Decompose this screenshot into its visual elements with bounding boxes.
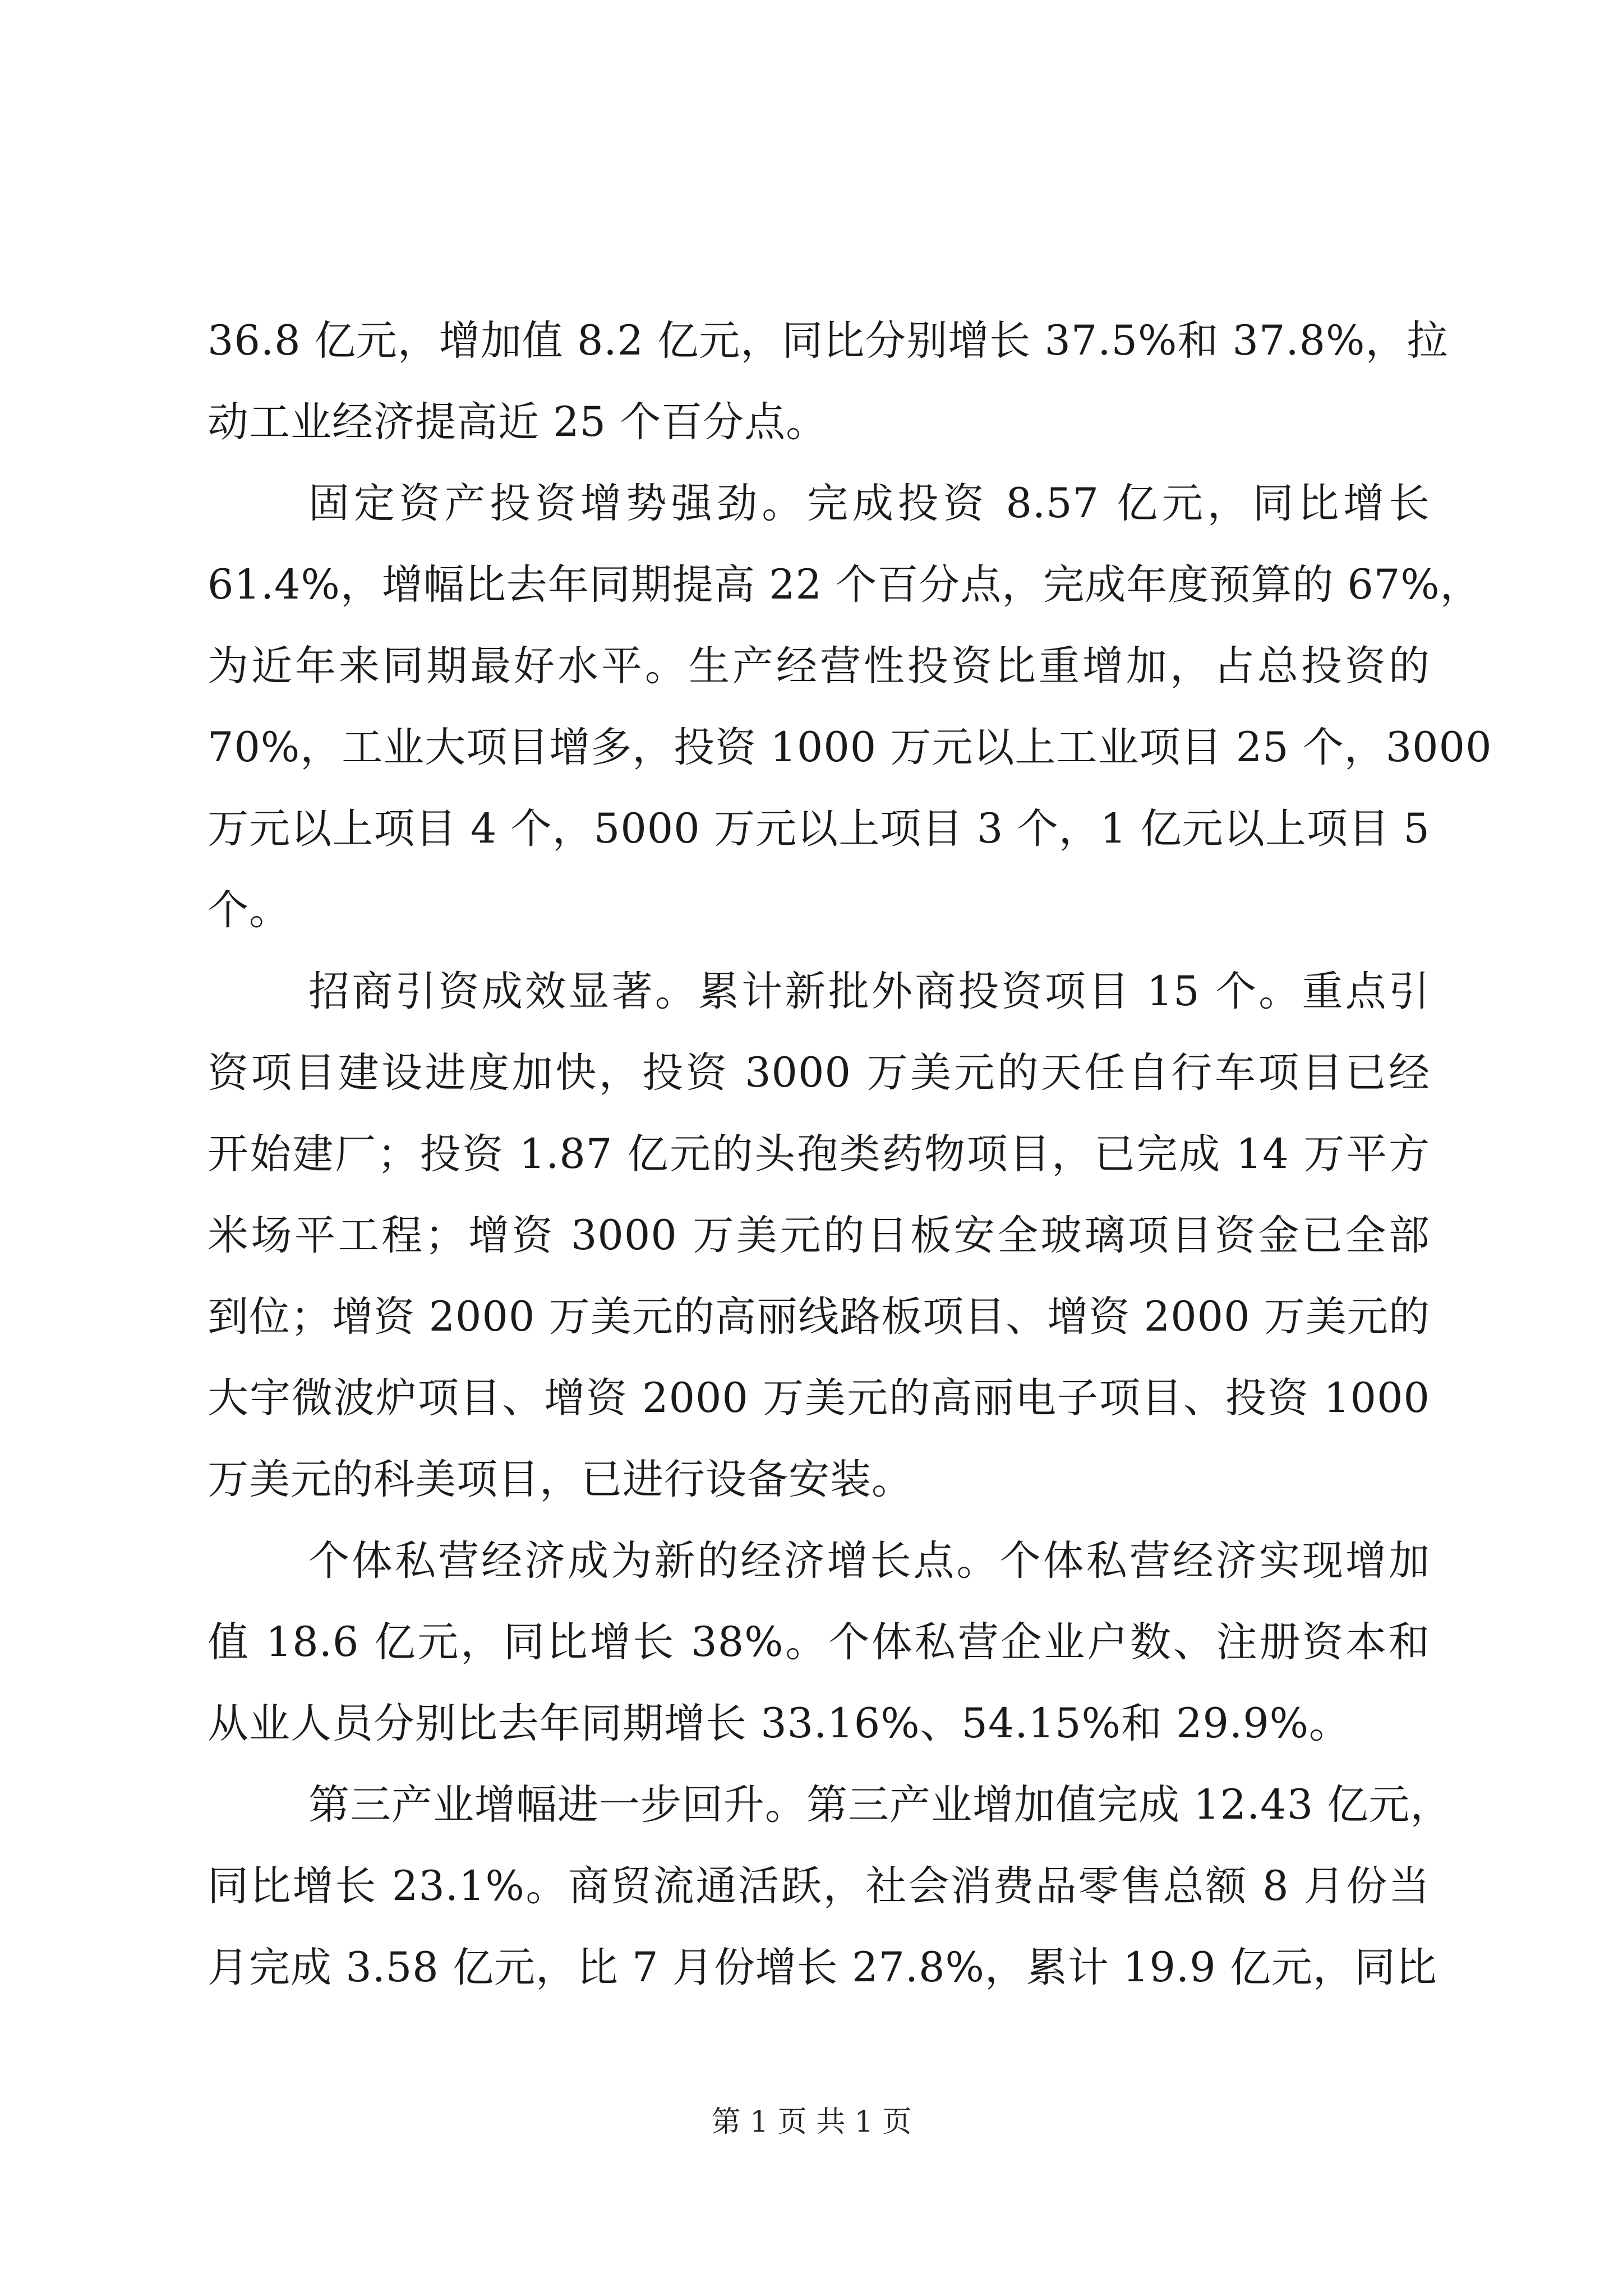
- text-line: 个体私营经济成为新的经济增长点。个体私营经济实现增加: [308, 1537, 1430, 1585]
- text-line: 米场平工程；增资 3000 万美元的日板安全玻璃项目资金已全部: [208, 1212, 1430, 1259]
- text-line: 万元以上项目 4 个，5000 万元以上项目 3 个，1 亿元以上项目 5: [208, 805, 1430, 853]
- text-line: 为近年来同期最好水平。生产经营性投资比重增加，占总投资的: [208, 642, 1430, 690]
- text-line: 第三产业增幅进一步回升。第三产业增加值完成 12.43 亿元，: [308, 1781, 1452, 1829]
- text-line: 开始建厂；投资 1.87 亿元的头孢类药物项目，已完成 14 万平方: [208, 1130, 1430, 1178]
- page-footer: 第 1 页 共 1 页: [711, 2105, 912, 2139]
- document-body: [208, 300, 1492, 2008]
- text-line: 同比增长 23.1%。商贸流通活跃，社会消费品零售总额 8 月份当: [208, 1862, 1430, 1910]
- text-line: 36.8 亿元，增加值 8.2 亿元，同比分别增长 37.5%和 37.8%，拉: [208, 317, 1449, 365]
- text-line: 招商引资成效显著。累计新批外商投资项目 15 个。重点引: [308, 968, 1430, 1015]
- text-line: 到位；增资 2000 万美元的高丽线路板项目、增资 2000 万美元的: [208, 1293, 1430, 1341]
- text-line: 资项目建设进度加快，投资 3000 万美元的天任自行车项目已经: [208, 1049, 1430, 1097]
- text-line: 月完成 3.58 亿元，比 7 月份增长 27.8%，累计 19.9 亿元，同比: [208, 1944, 1437, 1991]
- text-line: 61.4%，增幅比去年同期提高 22 个百分点，完成年度预算的 67%，: [208, 561, 1482, 609]
- text-line: 个。: [208, 886, 291, 934]
- text-line: 万美元的科美项目，已进行设备安装。: [208, 1456, 913, 1503]
- text-line: 大宇微波炉项目、增资 2000 万美元的高丽电子项目、投资 1000: [208, 1374, 1430, 1422]
- text-line: 70%，工业大项目增多，投资 1000 万元以上工业项目 25 个，3000: [208, 724, 1492, 771]
- text-line: 从业人员分别比去年同期增长 33.16%、54.15%和 29.9%。: [208, 1700, 1351, 1747]
- text-line: 固定资产投资增势强劲。完成投资 8.57 亿元，同比增长: [308, 480, 1430, 527]
- text-line: 动工业经济提高近 25 个百分点。: [208, 398, 828, 446]
- text-line: 值 18.6 亿元，同比增长 38%。个体私营企业户数、注册资本和: [208, 1618, 1430, 1666]
